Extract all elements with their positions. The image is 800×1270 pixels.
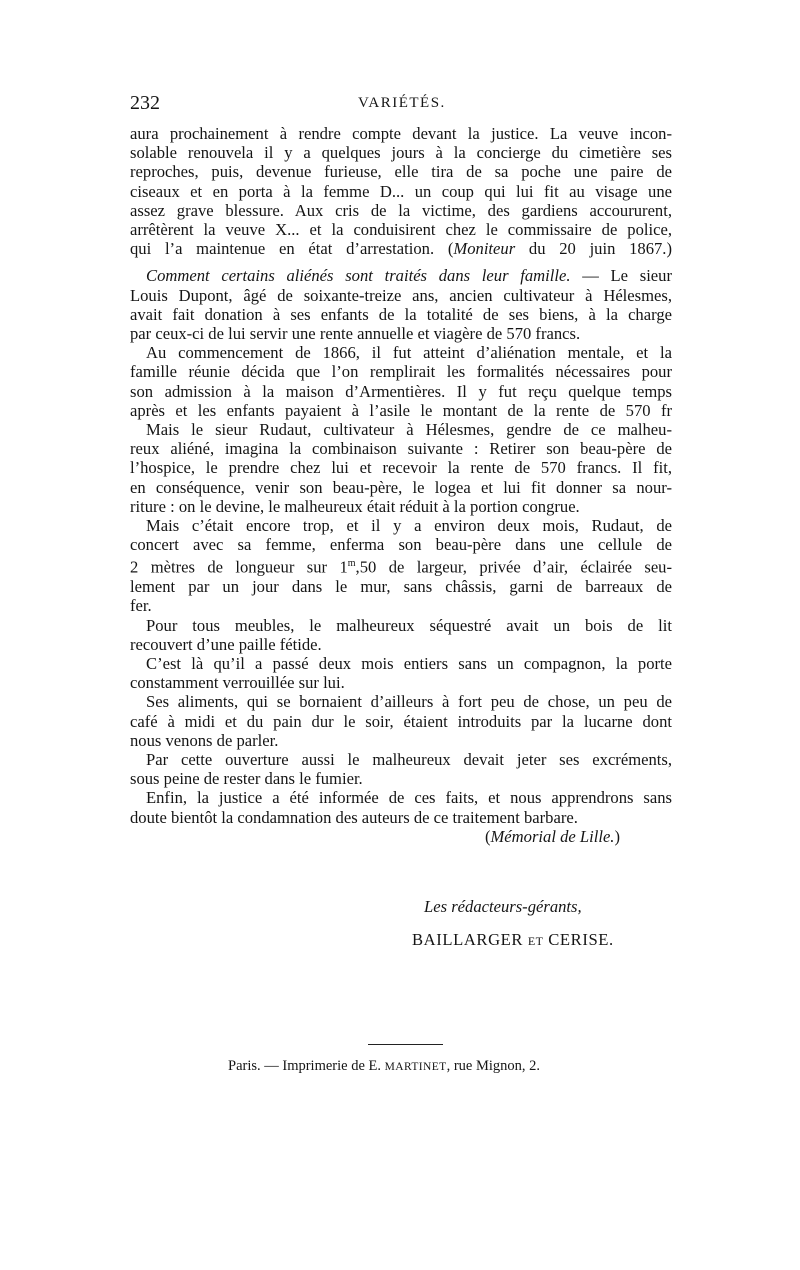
text-line: café à midi et du pain dur le soir, étaient introduits par la lucarne dont: [130, 711, 672, 731]
text-line: Le sieur: [610, 266, 672, 286]
citation-close-paren: ): [614, 826, 620, 846]
text-line: nous venons de parler.: [130, 730, 279, 750]
text-line: lement par un jour dans le mur, sans châssis, garni de barreaux de: [130, 577, 672, 597]
signature-conjunction: ET: [527, 934, 544, 948]
printer-imprint: [228, 1058, 540, 1075]
text-line: par ceux-ci de lui servir une rente annuelle et viagère de 570 francs.: [130, 324, 581, 344]
signature-names: [412, 930, 614, 950]
text-line: Louis Dupont, âgé de soixante-treize ans, ancien cultivateur à Hélesmes,: [130, 285, 672, 305]
imprint-suffix: , rue Mignon, 2.: [446, 1058, 540, 1074]
text-line: solable renouvela il y a quelques jours à la concierge du cimetière ses: [130, 143, 672, 163]
section-heading-line: [130, 266, 672, 285]
citation-moniteur: [448, 239, 672, 258]
text-line: ciseaux et en porta à la femme D... un coup qui lui fit au visage une: [130, 181, 672, 201]
text-line: assez grave blessure. Aux cris de la victime, des gardiens accoururent,: [130, 200, 672, 220]
text-line: reproches, puis, devenue furieuse, elle tira de sa poche une paire de: [130, 162, 672, 182]
text-line: Mais le sieur Rudaut, cultivateur à Hélesmes, gendre de ce malheu-: [146, 420, 672, 440]
text-line: constamment verrouillée sur lui.: [130, 673, 345, 693]
page-header: [130, 92, 670, 116]
citation-title: Moniteur: [453, 239, 516, 259]
page-number: 232: [130, 92, 160, 114]
text-line: riture : on le devine, le malheureux était réduit à la portion congrue.: [130, 496, 580, 516]
text-line: Par cette ouverture aussi le malheureux devait jeter ses excréments,: [146, 750, 672, 770]
signature-role: Les rédacteurs-gérants,: [424, 897, 582, 916]
text-line: fer.: [130, 596, 152, 616]
citation-memorial: [130, 827, 672, 846]
text-line: l’hospice, le prendre chez lui et recevoir la rente de 570 francs. Il fit,: [130, 458, 672, 478]
citation-date: du 20 juin 1867.): [515, 239, 672, 259]
text-line-with-superscript: [130, 554, 672, 577]
signature-name-baillarger: BAILLARGER: [412, 930, 524, 949]
text-line: Enfin, la justice a été informée de ces faits, et nous apprendrons sans: [146, 788, 672, 808]
section-dash: —: [570, 266, 611, 286]
text-line: Au commencement de 1866, il fut atteint d’aliénation mentale, et la: [146, 343, 672, 363]
footer-divider: [368, 1044, 443, 1045]
citation-title: Mémorial de Lille.: [490, 826, 615, 846]
text-line: reux aliéné, imagina la combinaison suivante : Retirer son beau-père de: [130, 439, 672, 459]
text-line: C’est là qu’il a passé deux mois entiers sans un compagnon, la porte: [146, 654, 672, 674]
text-line-with-citation: [130, 239, 672, 258]
text-line: qui l’a maintenue en état d’arrestation.: [130, 239, 435, 259]
text-line: sous peine de rester dans le fumier.: [130, 769, 363, 789]
text-line: Ses aliments, qui se bornaient d’ailleurs à fort peu de chose, un peu de: [146, 692, 672, 712]
text-line: après et les enfants payaient à l’asile le montant de la rente de 570 fr: [130, 400, 672, 420]
imprint-printer: MARTINET: [384, 1061, 447, 1073]
text-line: avait fait donation à ses enfants de la totalité de ses biens, à la charge: [130, 304, 672, 324]
citation-open-paren: (: [484, 826, 491, 846]
superscript-m: m: [347, 558, 356, 570]
section-title: Comment certains aliénés sont traités dans leur famille.: [146, 266, 571, 286]
text-line: son admission à la maison d’Armentières. Il y fut reçu quelque temps: [130, 381, 672, 401]
text-line: doute bientôt la condamnation des auteurs de ce traitement barbare.: [130, 807, 578, 827]
text-line: recouvert d’une paille fétide.: [130, 634, 322, 654]
citation-open-paren: (: [447, 239, 454, 259]
text-line: Mais c’était encore trop, et il y a environ deux mois, Rudaut, de: [146, 516, 672, 536]
text-line: arrêtèrent la veuve X... et la conduisirent chez le commissaire de police,: [130, 220, 672, 240]
text-line: famille réunie décida que l’on remplirait les formalités nécessaires pour: [130, 362, 672, 382]
text-line: en conséquence, venir son beau-père, le logea et lui fit donner sa nour-: [130, 477, 672, 497]
article-body: [130, 124, 672, 846]
text-line: Pour tous meubles, le malheureux séquestré avait un bois de lit: [146, 615, 672, 635]
running-head: VARIÉTÉS.: [358, 95, 446, 111]
text-line: concert avec sa femme, enferma son beau-père dans une cellule de: [130, 535, 672, 555]
text-line: 2 mètres de longueur sur 1: [130, 558, 348, 577]
text-line: aura prochainement à rendre compte devant la justice. La veuve incon-: [130, 124, 672, 143]
text-line: ,50 de largeur, privée d’air, éclairée seu-: [355, 558, 673, 577]
signature-name-cerise: CERISE.: [548, 930, 614, 949]
imprint-prefix: Paris. — Imprimerie de E.: [228, 1058, 385, 1074]
